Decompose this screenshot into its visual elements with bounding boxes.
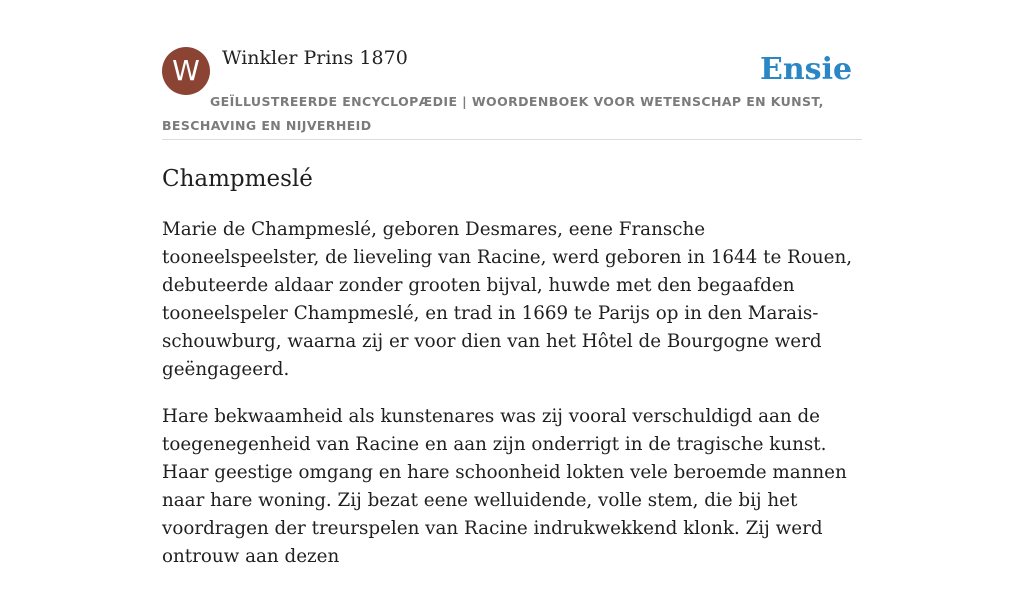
article-paragraph: Hare bekwaamheid als kunstenares was zij vooral verschuldigd aan de toegenegenheid van Racine en aan zijn onderrigt in de tragische kunst. Haar geestige omgang en hare schoonheid lokten vele beroemde mannen naar hare woning. Zij bezat eene welluidende, volle stem, die bij het voordragen der treurspelen van Racine indrukwekkend klonk. Zij werd ontrouw aan dezen: [162, 406, 847, 567]
article-paragraph: Marie de Champmeslé, geboren Desmares, eene Fransche tooneelspeelster, de lieveling van Racine, werd geboren in 1644 te Rouen, debuteerde aldaar zonder grooten bijval, huwde met den begaafden tooneelspeler Champmeslé, en trad in 1669 te Parijs op in den Marais-schouwburg, waarna zij er voor dien van het Hôtel de Bourgogne werd geëngageerd.: [162, 219, 853, 380]
header-divider: [162, 139, 862, 140]
book-subtitle: GEÏLLUSTREERDE ENCYCLOPÆDIE | WOORDENBOEK VOOR WETENSCHAP EN KUNST, BESCHAVING EN NIJVERHEID: [162, 94, 824, 133]
book-avatar[interactable]: W: [162, 47, 210, 95]
article-body: [162, 216, 867, 590]
page-title: Champmeslé: [162, 166, 313, 192]
book-title-link[interactable]: Winkler Prins 1870: [222, 47, 408, 69]
ensie-logo[interactable]: Ensie: [760, 52, 853, 87]
